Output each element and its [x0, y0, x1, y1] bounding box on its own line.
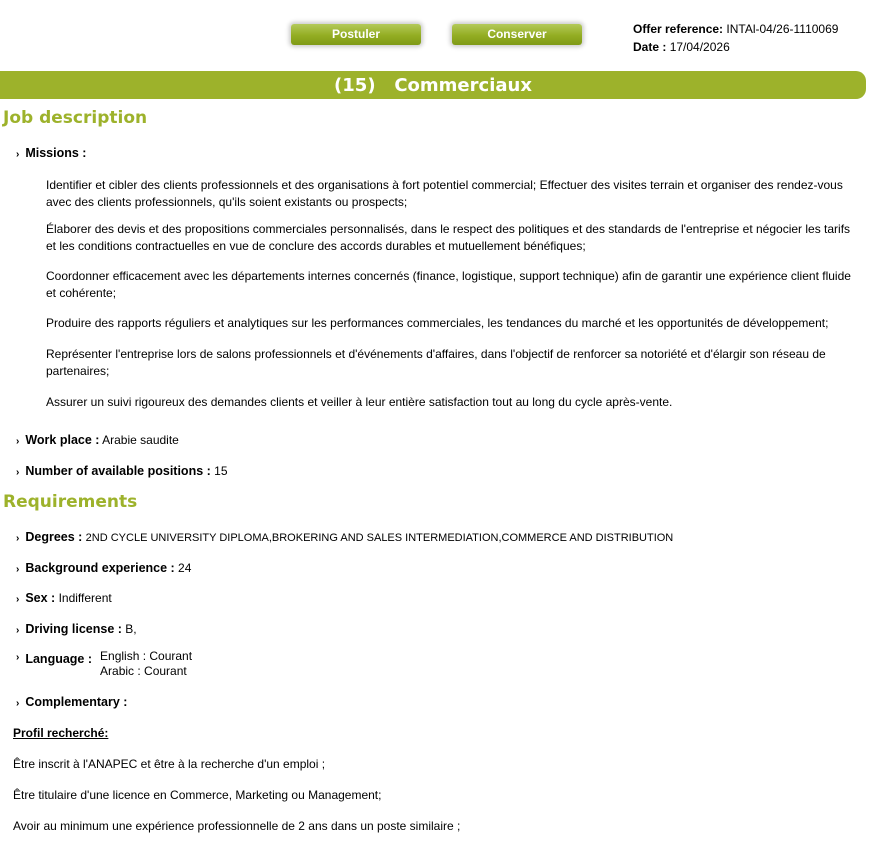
positions-value: 15: [214, 464, 228, 478]
bullet-arrow-icon: ›: [16, 436, 20, 447]
degrees-item: [16, 530, 673, 544]
mission-text: Identifier et cibler des clients professionnels et des organisations à fort potentiel commercial; Effectuer des visites terrain et organiser des rendez-vous avec des clients professionnels, qu'ils soient existants ou prospects;: [46, 178, 843, 209]
profile-line: Avoir au minimum une expérience professionnelle de 2 ans dans un poste similaire ;: [13, 819, 461, 833]
bullet-arrow-icon: ›: [16, 533, 20, 544]
missions-label: Missions :: [25, 146, 87, 160]
bullet-arrow-icon: ›: [16, 564, 20, 575]
profile-line: Être titulaire d'une licence en Commerce, Marketing ou Management;: [13, 788, 382, 802]
mission-text: Coordonner efficacement avec les départements internes concernés (finance, logistique, support technique) afin de garantir une expérience client fluide et cohérente;: [46, 269, 851, 300]
sex-value: Indifferent: [58, 591, 112, 605]
missions-item: [16, 146, 86, 160]
complementary-label: Complementary :: [25, 695, 128, 709]
positions-item: [16, 464, 228, 478]
mission-text: Élaborer des devis et des propositions commerciales personnalisés, dans le respect des politiques et des standards de l'entreprise et négocier les tarifs et les conditions contractuelles en vue de conclure des accords durables et mutuellement bénéfiques;: [46, 222, 851, 253]
language-value: Arabic : Courant: [100, 664, 187, 678]
date-value: 17/04/2026: [669, 40, 730, 54]
workplace-item: [16, 433, 179, 447]
language-item: [16, 649, 193, 679]
bullet-arrow-icon: ›: [16, 149, 20, 160]
apply-button[interactable]: Postuler: [291, 24, 421, 45]
save-button[interactable]: Conserver: [452, 24, 582, 45]
language-value: English : Courant: [100, 649, 193, 663]
ref-value: INTAl-04/26-1110069: [726, 22, 839, 36]
sex-label: Sex :: [25, 591, 56, 605]
bullet-arrow-icon: ›: [16, 467, 20, 478]
positions-label: Number of available positions :: [25, 464, 211, 478]
experience-value: 24: [178, 561, 192, 575]
bullet-arrow-icon: ›: [16, 625, 20, 636]
profile-heading: Profil recherché:: [13, 726, 109, 740]
date-label: Date :: [633, 40, 667, 54]
workplace-value: Arabie saudite: [102, 433, 179, 447]
offer-info: [633, 20, 838, 56]
mission-text: Représenter l'entreprise lors de salons professionnels et d'événements d'affaires, dans l'objectif de renforcer sa notoriété et d'élargir son réseau de partenaires;: [46, 347, 826, 378]
degrees-label: Degrees :: [25, 530, 83, 544]
profile-line: Être inscrit à l'ANAPEC et être à la recherche d'un emploi ;: [13, 757, 326, 771]
experience-item: [16, 561, 191, 575]
language-label: Language :: [25, 652, 93, 666]
bullet-arrow-icon: ›: [16, 652, 20, 663]
bullet-arrow-icon: ›: [16, 594, 20, 605]
job-title-banner: [0, 71, 866, 99]
complementary-item: [16, 695, 127, 709]
workplace-label: Work place :: [25, 433, 100, 447]
license-item: [16, 622, 137, 636]
job-title: (15) Commerciaux: [334, 75, 532, 96]
license-value: B,: [125, 622, 137, 636]
bullet-arrow-icon: ›: [16, 698, 20, 709]
license-label: Driving license :: [25, 622, 122, 636]
degrees-value: 2ND CYCLE UNIVERSITY DIPLOMA,BROKERING AND SALES INTERMEDIATION,COMMERCE AND DISTRIBUTION: [85, 532, 674, 544]
job-description-heading: Job description: [3, 108, 148, 128]
experience-label: Background experience :: [25, 561, 175, 575]
ref-label: Offer reference:: [633, 22, 724, 36]
mission-text: Produire des rapports réguliers et analytiques sur les performances commerciales, les tendances du marché et les opportunités de développement;: [46, 316, 829, 330]
sex-item: [16, 591, 112, 605]
requirements-heading: Requirements: [3, 492, 138, 512]
mission-text: Assurer un suivi rigoureux des demandes clients et veiller à leur entière satisfaction tout au long du cycle après-vente.: [46, 395, 673, 409]
